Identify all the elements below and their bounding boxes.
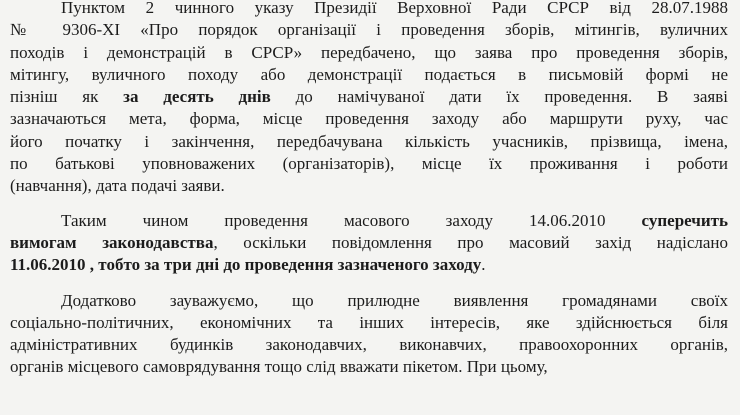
text-line — [10, 108, 728, 130]
text-run: соціально-політичних, економічних та інших інтересів, яке здійснюється біля — [10, 312, 728, 332]
text-line — [10, 86, 728, 108]
text-line — [10, 290, 728, 312]
text-line — [10, 0, 728, 19]
text-line — [10, 334, 728, 356]
paragraph-1 — [10, 0, 728, 198]
text-line — [10, 254, 728, 276]
text-line — [10, 356, 728, 378]
text-run: Додатково зауважуємо, що прилюдне виявлення громадянами своїх — [61, 290, 728, 310]
text-run: Пунктом 2 чинного указу Президії Верховної Ради СРСР від 28.07.1988 — [61, 0, 728, 17]
text-run: (навчання), дата подачі заяви. — [10, 176, 225, 196]
text-line — [10, 42, 728, 64]
text-line — [10, 210, 728, 232]
bold-text-run: за десять днів — [123, 87, 271, 107]
text-run: . — [481, 255, 486, 275]
text-run: № 9306-XI «Про порядок організації і проведення зборів, мітингів, вуличних — [10, 20, 728, 40]
bold-text-run: суперечить — [641, 210, 728, 230]
text-run: Таким чином проведення масового заходу 14.06.2010 — [61, 210, 642, 230]
text-line — [10, 175, 728, 197]
text-line — [10, 232, 728, 254]
paragraph-3 — [10, 290, 728, 379]
paragraph-2 — [10, 210, 728, 277]
text-line — [10, 131, 728, 153]
text-run: пізніш як — [10, 87, 124, 107]
text-run: до намічуваної дати їх проведення. В заяві — [270, 87, 728, 107]
text-run: походів і демонстрацій в СРСР» передбачено, що заява про проведення зборів, — [10, 42, 728, 62]
text-line — [10, 153, 728, 175]
text-run: , оскільки повідомлення про масовий захід надіслано — [213, 232, 728, 252]
text-run: по батькові уповноважених (організаторів), місце їх проживання і роботи — [10, 154, 728, 174]
text-line — [10, 19, 728, 41]
bold-text-run: вимогам законодавства — [10, 232, 214, 252]
text-run: мітингу, вуличного походу або демонстрації подається в письмовій формі не — [10, 64, 728, 84]
text-run: зазначаються мета, форма, місце проведення заходу або маршрути руху, час — [10, 109, 728, 129]
text-run: адміністративних будинків законодавчих, виконавчих, правоохоронних органів, — [10, 335, 728, 355]
text-run: його початку і закінчення, передбачувана кількість учасників, прізвища, імена, — [10, 131, 728, 151]
bold-text-run: 11.06.2010 , тобто за три дні до проведення зазначеного заходу — [10, 255, 482, 275]
text-run: органів місцевого самоврядування тощо слід вважати пікетом. При цьому, — [10, 357, 548, 377]
text-line — [10, 312, 728, 334]
text-line — [10, 64, 728, 86]
